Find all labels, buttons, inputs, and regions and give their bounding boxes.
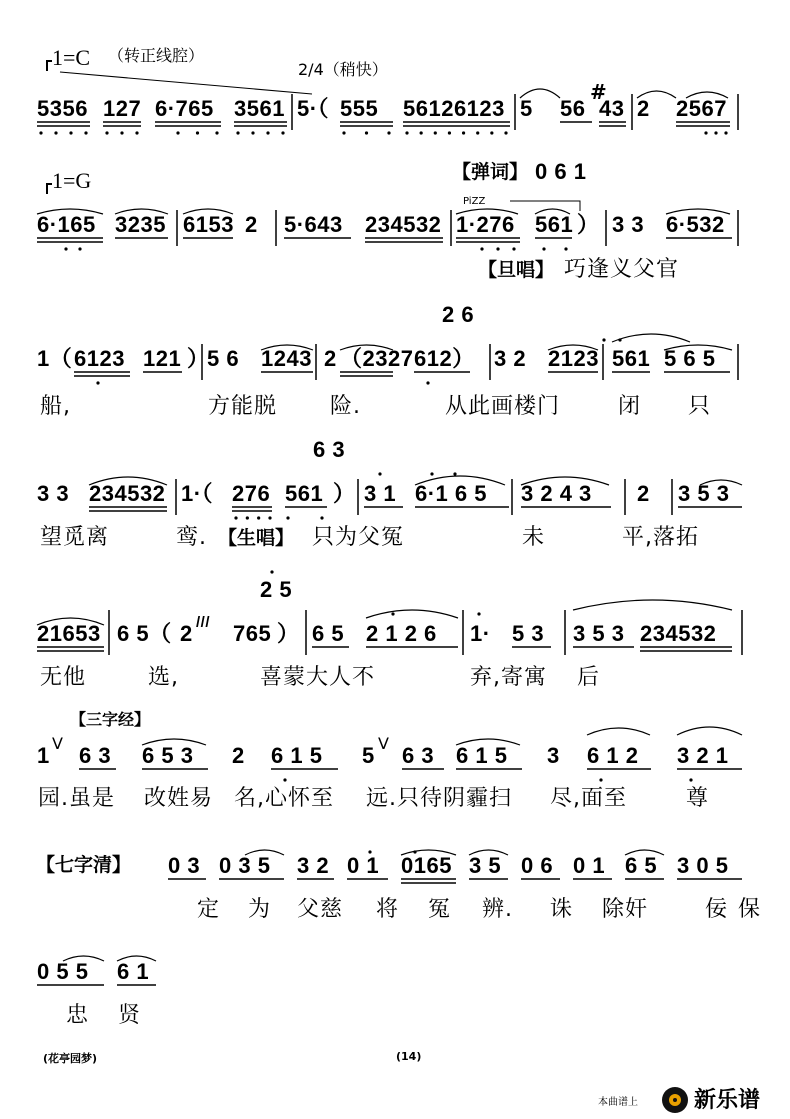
lyric: 船, xyxy=(40,394,71,419)
note-group: 21653 xyxy=(37,621,101,646)
note-group: 2567 xyxy=(676,96,727,121)
note-group: 3 2 xyxy=(297,853,330,878)
section-label-shengchang: 【生唱】 xyxy=(218,527,295,549)
note-group: 1·276 xyxy=(456,212,515,237)
note-group: 612） xyxy=(414,346,475,371)
note-group: 6 1 2 xyxy=(587,743,639,768)
note-group: 127 xyxy=(103,96,142,121)
note-group: ） xyxy=(277,621,300,646)
lyric: 除奸 xyxy=(602,897,649,922)
octave-dot xyxy=(564,247,567,250)
octave-dot xyxy=(512,247,515,250)
note-group: 3 5 3 xyxy=(573,621,625,646)
octave-dot xyxy=(602,338,605,341)
octave-dot xyxy=(105,131,108,134)
footer-credit: 本曲谱上 xyxy=(598,1097,638,1108)
superscript-notes: 2 6 xyxy=(442,302,475,327)
octave-dot xyxy=(251,131,254,134)
key-signature-g: 1=G xyxy=(52,168,92,193)
lyric: 无他 xyxy=(40,665,87,690)
note-group: 3 xyxy=(547,743,560,768)
lyric: 名,心怀至 xyxy=(234,786,334,811)
lyric: 闭 xyxy=(618,394,642,419)
lyric: 父慈 xyxy=(297,897,344,922)
note-group: 5 xyxy=(520,96,533,121)
lyric: 园.虽是 xyxy=(38,786,115,811)
lyric: 改姓易 xyxy=(144,786,214,811)
note-group: 5·643 xyxy=(284,212,343,237)
note-group: 3 3 xyxy=(37,481,70,506)
octave-dot xyxy=(39,131,42,134)
note-group: 1·（ xyxy=(181,481,214,506)
octave-dot xyxy=(704,131,707,134)
tie-line xyxy=(60,72,312,94)
note-group: 5 6 xyxy=(207,346,240,371)
note-group: 0 3 xyxy=(168,853,201,878)
octave-dot xyxy=(496,247,499,250)
octave-dot xyxy=(135,131,138,134)
note-group: 3 0 5 xyxy=(677,853,729,878)
note-group: 561 xyxy=(535,212,574,237)
note-group: 3 5 xyxy=(469,853,502,878)
lyric: 险. xyxy=(330,394,361,419)
note-group: 6·765 xyxy=(155,96,214,121)
section-label-sanzijing: 【三字经】 xyxy=(70,710,151,729)
lyric: 定 xyxy=(197,897,221,922)
section-label-tanci: 【弹词】 xyxy=(452,161,529,183)
octave-dot xyxy=(430,472,433,475)
note-group: 56126123 xyxy=(403,96,505,121)
octave-dot xyxy=(420,131,423,134)
octave-dot xyxy=(476,131,479,134)
octave-dot xyxy=(453,472,456,475)
pizzicato-mark: PiZZ xyxy=(463,196,486,207)
note-group: 6 5（ xyxy=(117,621,172,646)
octave-dot xyxy=(342,131,345,134)
note-group: ） xyxy=(577,212,600,237)
lyric: 贤 xyxy=(118,1003,142,1028)
note-group: 765 xyxy=(233,621,272,646)
octave-dot xyxy=(405,131,408,134)
note-group: 1 xyxy=(37,743,50,768)
note-group: 1243 xyxy=(261,346,312,371)
lyric: 从此画楼门 xyxy=(445,394,561,419)
octave-dot xyxy=(286,516,289,519)
key-note: （转正线腔） xyxy=(108,46,205,65)
lyric: 忠 xyxy=(66,1003,90,1028)
note-group: 234532 xyxy=(89,481,166,506)
octave-dot xyxy=(480,247,483,250)
octave-dot xyxy=(64,247,67,250)
lyric: 尽,面至 xyxy=(550,786,627,811)
octave-dot xyxy=(714,131,717,134)
note-group: 0 1 xyxy=(573,853,606,878)
note-group: 276 xyxy=(232,481,271,506)
note-group: 3 2 1 xyxy=(677,743,729,768)
breath-mark: V xyxy=(52,734,63,753)
note-group: 6 3 xyxy=(79,743,112,768)
slur-arc xyxy=(677,727,742,735)
lyric: 望觅离 xyxy=(40,525,110,550)
lyric: 选, xyxy=(148,665,179,690)
sharp-sign: # xyxy=(590,80,607,104)
note-group: 6 1 5 xyxy=(271,743,323,768)
note-group: 2 xyxy=(637,481,650,506)
octave-dot xyxy=(176,131,179,134)
slur-arc xyxy=(612,334,690,342)
slur-arc xyxy=(587,728,650,735)
note-group: 6 5 xyxy=(625,853,658,878)
octave-dot xyxy=(378,472,381,475)
lyric: 冤 xyxy=(428,897,452,922)
note-group: 234532 xyxy=(640,621,717,646)
note-group: 3 2 4 3 xyxy=(521,481,592,506)
octave-dot xyxy=(120,131,123,134)
note-group: 6123 xyxy=(74,346,125,371)
note-group: 3561 xyxy=(234,96,285,121)
octave-dot xyxy=(365,131,368,134)
footer-title: (花亭园梦) xyxy=(43,1052,98,1065)
note-group: 234532 xyxy=(365,212,442,237)
lyric: 只 xyxy=(688,394,712,419)
lyric: 将 xyxy=(376,897,400,922)
superscript-notes: 2 5 xyxy=(260,577,293,602)
note-group: 1（ xyxy=(37,346,73,371)
lyric: 鸾. xyxy=(176,525,207,550)
octave-dot xyxy=(246,516,249,519)
superscript-notes: 6 3 xyxy=(313,437,346,462)
brand-logo: 新乐谱 xyxy=(694,1088,761,1113)
note-group: 0 5 5 xyxy=(37,959,89,984)
note-group: 3 1 xyxy=(364,481,397,506)
note-group: 3 3 xyxy=(612,212,645,237)
key-signature-c: 1=C xyxy=(52,45,91,70)
lyric: 方能脱 xyxy=(208,394,278,419)
octave-dot xyxy=(542,247,545,250)
lyric: 辨. xyxy=(482,897,513,922)
note-group: 5356 xyxy=(37,96,88,121)
lyric: 诛 xyxy=(550,897,574,922)
note-group: 0 6 xyxy=(521,853,554,878)
note-group: 0 1 xyxy=(347,853,380,878)
note-group: 6 1 5 xyxy=(456,743,508,768)
note-group: 555 xyxy=(340,96,379,121)
octave-dot xyxy=(69,131,72,134)
note-group: 2 xyxy=(245,212,258,237)
octave-dot xyxy=(270,570,273,573)
record-logo-icon xyxy=(662,1087,688,1113)
tremolo-mark: /// xyxy=(196,614,211,631)
slur-arc xyxy=(366,610,458,618)
note-group: 6 1 xyxy=(117,959,150,984)
octave-dot xyxy=(618,338,621,341)
octave-dot xyxy=(215,131,218,134)
octave-dot xyxy=(84,131,87,134)
octave-dot xyxy=(281,131,284,134)
label-notes: 0 6 1 xyxy=(535,159,587,184)
octave-dot xyxy=(504,131,507,134)
note-group: 561 xyxy=(612,346,651,371)
lyric: 后 xyxy=(577,665,601,690)
note-group: 0165 xyxy=(401,853,452,878)
note-group: 56 xyxy=(560,96,586,121)
note-group: 5 3 xyxy=(512,621,545,646)
page-number: (14) xyxy=(396,1050,422,1063)
note-group: 2 xyxy=(324,346,337,371)
note-group: 43 xyxy=(599,96,625,121)
octave-dot xyxy=(689,778,692,781)
note-group: （2327 xyxy=(340,346,414,371)
octave-dot xyxy=(266,131,269,134)
octave-dot xyxy=(283,778,286,781)
octave-dot xyxy=(268,516,271,519)
octave-dot xyxy=(724,131,727,134)
octave-dot xyxy=(490,131,493,134)
octave-dot xyxy=(257,516,260,519)
note-group: ） xyxy=(333,481,356,506)
octave-dot xyxy=(448,131,451,134)
lyric: 尊 xyxy=(686,786,710,811)
slur-arc xyxy=(573,600,732,610)
note-group: 6·165 xyxy=(37,212,96,237)
note-group: 0 3 5 xyxy=(219,853,271,878)
lyric: 巧逢义父官 xyxy=(564,257,680,282)
octave-dot xyxy=(54,131,57,134)
breath-mark: V xyxy=(378,734,389,753)
octave-dot xyxy=(426,381,429,384)
note-group: 3235 xyxy=(115,212,166,237)
note-group: 5 6 5 xyxy=(664,346,716,371)
note-group: 2 xyxy=(637,96,650,121)
note-group: 6·1 6 5 xyxy=(415,481,487,506)
octave-dot xyxy=(599,778,602,781)
lyric: 佞 xyxy=(705,897,729,922)
note-group: 3 5 3 xyxy=(678,481,730,506)
lyric: 弃,寄寓 xyxy=(470,665,547,690)
note-group: 2123 xyxy=(548,346,599,371)
tempo-marking: 2/4（稍快） xyxy=(298,60,388,79)
lyric: 未 xyxy=(522,525,546,550)
octave-dot xyxy=(434,131,437,134)
lyric: 平,落拓 xyxy=(622,525,699,550)
note-group: 6153 xyxy=(183,212,234,237)
note-group: 1· xyxy=(470,621,491,646)
note-group: 5·（ xyxy=(297,96,330,121)
octave-dot xyxy=(462,131,465,134)
octave-dot xyxy=(96,381,99,384)
lyric: 只为父冤 xyxy=(312,525,405,550)
note-group: 2 xyxy=(180,621,193,646)
note-group: 6 5 3 xyxy=(142,743,194,768)
octave-dot xyxy=(234,516,237,519)
lyric: 喜蒙大人不 xyxy=(260,665,376,690)
note-group: 5 xyxy=(362,743,375,768)
note-group: 2 xyxy=(232,743,245,768)
note-group: 561 xyxy=(285,481,324,506)
section-label-danchang: 【旦唱】 xyxy=(478,259,555,281)
octave-dot xyxy=(320,516,323,519)
octave-dot xyxy=(196,131,199,134)
note-group: 121 xyxy=(143,346,182,371)
octave-dot xyxy=(387,131,390,134)
note-group: 6·532 xyxy=(666,212,725,237)
octave-dot xyxy=(477,612,480,615)
note-group: 2 1 2 6 xyxy=(366,621,437,646)
lyric: 为 xyxy=(248,897,272,922)
lyric: 远.只待阴霾扫 xyxy=(366,786,512,811)
octave-dot xyxy=(391,612,394,615)
lyric: 保 xyxy=(738,897,762,922)
octave-dot xyxy=(236,131,239,134)
note-group: 6 3 xyxy=(402,743,435,768)
note-group: ） xyxy=(187,346,210,371)
section-label-qiziqing: 【七字清】 xyxy=(36,854,132,876)
note-group: 6 5 xyxy=(312,621,345,646)
octave-dot xyxy=(78,247,81,250)
note-group: 3 2 xyxy=(494,346,527,371)
